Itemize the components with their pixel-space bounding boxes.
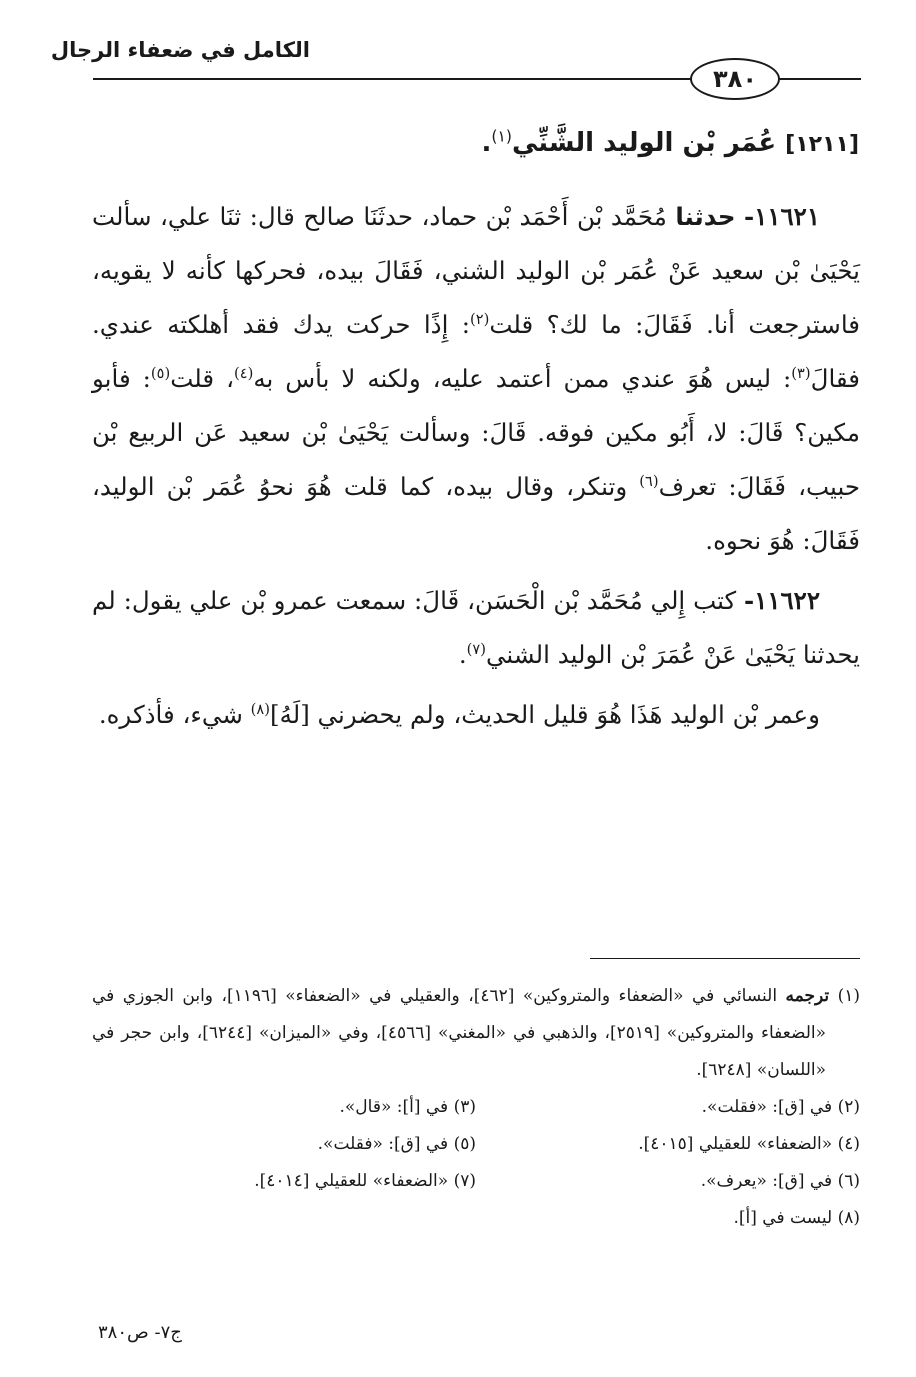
footnote-rule bbox=[590, 958, 860, 959]
paragraph-text: : فأبو مكين؟ قَالَ: لا، أَبُو مكين فوقه. قَالَ: وسألت يَحْيَىٰ بْن سعيد عَن الربيع بْن حبيب، فَقَالَ: تعرف bbox=[92, 364, 860, 501]
paragraph-text: ، قلت bbox=[170, 364, 234, 393]
footnote-text: النسائي في «الضعفاء والمتروكين» [٤٦٢]، والعقيلي في «الضعفاء» [١١٩٦]، وابن الجوزي في «الضعفاء والمتروكين» [٢٥١٩]، والذهبي في «المغني» [٤٥٦٦]، وفي «الميزان» [٦٢٤٤]، وابن حجر في «اللسان» [٦٢٤٨]. bbox=[92, 986, 827, 1080]
footnote-ref: (٦) bbox=[639, 472, 659, 490]
paragraph-text: وتنكر، وقال بيده، كما قلت هُوَ نحوُ عُمَر بْن الوليد، فَقَالَ: هُوَ نحوه. bbox=[92, 472, 860, 555]
paragraph-text: مُحَمَّد بْن أَحْمَد بْن حماد، حدثَنَا صالح قال: ثنَا علي، سألت يَحْيَىٰ بْن سعيد عَنْ عُمَر بْن الوليد الشني، فَقَالَ بيده، فحركها كأنه لا يقويه، فاسترجعت أنا. فَقَالَ: ما لك؟ قلت bbox=[92, 202, 860, 339]
volume-page-signature: ج٧- ص٣٨٠ bbox=[98, 1322, 182, 1343]
comment-paragraph bbox=[92, 688, 860, 742]
entry-heading bbox=[482, 128, 859, 158]
footnote-ref: (٤) bbox=[233, 364, 254, 382]
footnote-1 bbox=[92, 978, 860, 1089]
footnote-empty bbox=[92, 1200, 476, 1237]
footnote-ref: (٣) bbox=[791, 364, 811, 382]
footnote-keyword: ترجمه bbox=[785, 986, 830, 1006]
footnote-ref: (٥) bbox=[150, 364, 171, 382]
paragraph-text: كتب إِلي مُحَمَّد بْن الْحَسَن، قَالَ: سمعت عمرو بْن علي يقول: لم يحدثنا يَحْيَىٰ عَنْ عُمَرَ بْن الوليد الشني bbox=[92, 586, 860, 669]
paragraph-text: : إِذًا حركت يدك فقد أهلكته عندي. فقالَ bbox=[92, 310, 861, 393]
footnote-row bbox=[92, 1163, 860, 1200]
footnotes bbox=[92, 978, 860, 1237]
running-title: الكامل في ضعفاء الرجال bbox=[50, 38, 310, 62]
footnote-8: (٨) ليست في [أ]. bbox=[733, 1208, 860, 1228]
footnote-2: (٢) في [ق]: «فقلت». bbox=[701, 1097, 860, 1117]
hadith-paragraph bbox=[92, 190, 860, 568]
paragraph-text: وعمر بْن الوليد هَذَا هُوَ قليل الحديث، ولم يحضرني [لَهُ] bbox=[270, 700, 820, 729]
paragraph-text: : ليس هُوَ عندي ممن أعتمد عليه، ولكنه لا بأس به bbox=[253, 364, 792, 393]
footnote-ref: (٧) bbox=[466, 640, 487, 658]
footnote-row bbox=[92, 1126, 860, 1163]
paragraph-end: . bbox=[458, 640, 467, 669]
footnote-ref: (٢) bbox=[470, 310, 490, 328]
footnote-row bbox=[92, 1089, 860, 1126]
paragraph-text: شيء، فأذكره. bbox=[98, 700, 251, 729]
hadith-number: ١١٦٢١- bbox=[744, 202, 820, 231]
entry-number: [١٢١١] bbox=[785, 132, 859, 157]
footnote-ref: (٨) bbox=[250, 700, 271, 718]
narration-keyword: حدثنا bbox=[675, 202, 736, 231]
footnote-row bbox=[92, 1200, 860, 1237]
entry-end: . bbox=[481, 128, 492, 158]
page-number: ٣٨٠ bbox=[690, 58, 780, 100]
footnote-label: (١) bbox=[837, 986, 860, 1006]
hadith-number: ١١٦٢٢- bbox=[744, 586, 820, 615]
footnote-5: (٥) في [ق]: «فقلت». bbox=[317, 1134, 476, 1154]
footnote-4: (٤) «الضعفاء» للعقيلي [٤٠١٥]. bbox=[638, 1134, 860, 1154]
hadith-paragraph bbox=[92, 574, 860, 682]
footnote-6: (٦) في [ق]: «يعرف». bbox=[700, 1171, 860, 1191]
entry-name: عُمَر بْن الوليد الشَّنِّي bbox=[511, 128, 777, 158]
footnote-ref: (١) bbox=[491, 127, 512, 146]
footnote-3: (٣) في [أ]: «قال». bbox=[339, 1097, 476, 1117]
body-text bbox=[92, 190, 860, 748]
footnote-7: (٧) «الضعفاء» للعقيلي [٤٠١٤]. bbox=[254, 1171, 476, 1191]
